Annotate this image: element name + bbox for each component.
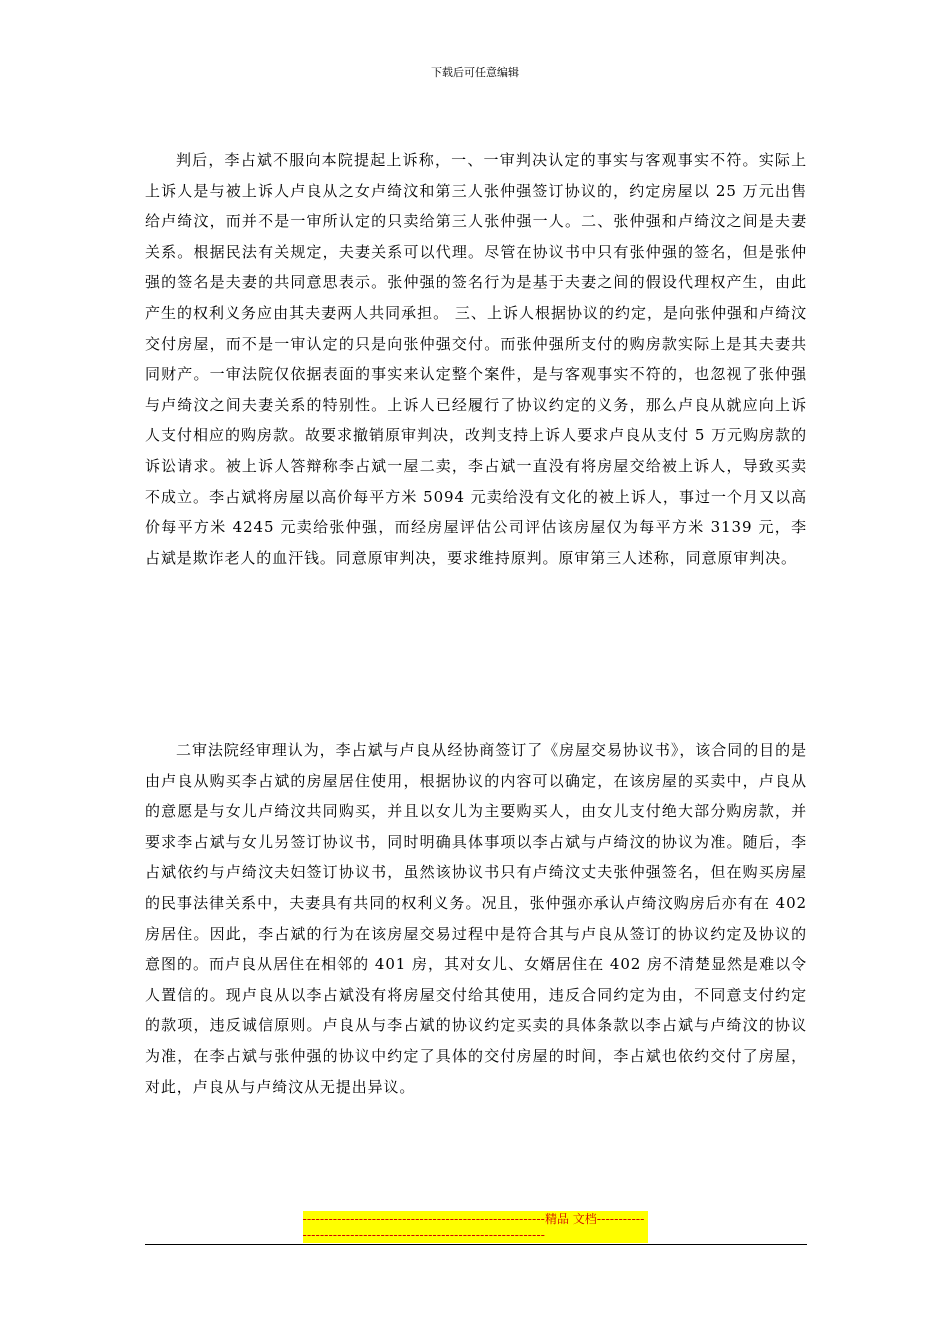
page-header: 下载后可任意编辑 — [431, 66, 519, 79]
body-paragraph-1: 判后，李占斌不服向本院提起上诉称，一、一审判决认定的事实与客观事实不符。实际上上诉人是与被上诉人卢良从之女卢绮汶和第三人张仲强签订协议的，约定房屋以 25 万元出售给卢绮汶，而并不是一审所认定的只卖给第三人张仲强一人。二、张仲强和卢绮汶之间是夫妻关系。根据民法有关规定，夫妻关系可以代理。尽管在协议书中只有张仲强的签名，但是张仲强的签名是夫妻的共同意思表示。张仲强的签名行为是基于夫妻之间的假设代理权产生，由此产生的权利义务应由其夫妻两人共同承担。 三、上诉人根据协议的约定，是向张仲强和卢绮汶交付房屋，而不是一审认定的只是向张仲强交付。而张仲强所支付的购房款实际上是其夫妻共同财产。一审法院仅依据表面的事实来认定整个案件，是与客观事实不符的，也忽视了张仲强与卢绮汶之间夫妻关系的特别性。上诉人已经履行了协议约定的义务，那么卢良从就应向上诉人支付相应的购房款。故要求撤销原审判决，改判支持上诉人要求卢良从支付 5 万元购房款的诉讼请求。被上诉人答辩称李占斌一屋二卖，李占斌一直没有将房屋交给被上诉人，导致买卖不成立。李占斌将房屋以高价每平方米 5094 元卖给没有文化的被上诉人，事过一个月又以高价每平方米 4245 元卖给张仲强，而经房屋评估公司评估该房屋仅为每平方米 3139 元，李占斌是欺诈老人的血汗钱。同意原审判决，要求维持原判。原审第三人述称，同意原审判决。 — [145, 151, 807, 567]
footer-label: --------------------------------------------------------精品 文档------------------------------------------------------------------- — [303, 1211, 648, 1243]
footer-band — [0, 1211, 950, 1243]
footer-divider — [145, 1244, 807, 1245]
body-paragraph-2: 二审法院经审理认为，李占斌与卢良从经协商签订了《房屋交易协议书》，该合同的目的是由卢良从购买李占斌的房屋居住使用，根据协议的内容可以确定，在该房屋的买卖中，卢良从的意愿是与女儿卢绮汶共同购买，并且以女儿为主要购买人，由女儿支付绝大部分购房款，并要求李占斌与女儿另签订协议书，同时明确具体事项以李占斌与卢绮汶的协议为准。随后，李占斌依约与卢绮汶夫妇签订协议书，虽然该协议书只有卢绮汶丈夫张仲强签名，但在购买房屋的民事法律关系中，夫妻具有共同的权利义务。况且，张仲强亦承认卢绮汶购房后亦有在 402 房居住。因此，李占斌的行为在该房屋交易过程中是符合其与卢良从签订的协议约定及协议的意图的。而卢良从居住在相邻的 401 房，其对女儿、女婿居住在 402 房不清楚显然是难以令人置信的。现卢良从以李占斌没有将房屋交付给其使用，违反合同约定为由，不同意支付约定的款项，违反诚信原则。卢良从与李占斌的协议约定买卖的具体条款以李占斌与卢绮汶的协议为准，在李占斌与张仲强的协议中约定了具体的交付房屋的时间，李占斌也依约交付了房屋，对此，卢良从与卢绮汶从无提出异议。 — [145, 741, 807, 1096]
